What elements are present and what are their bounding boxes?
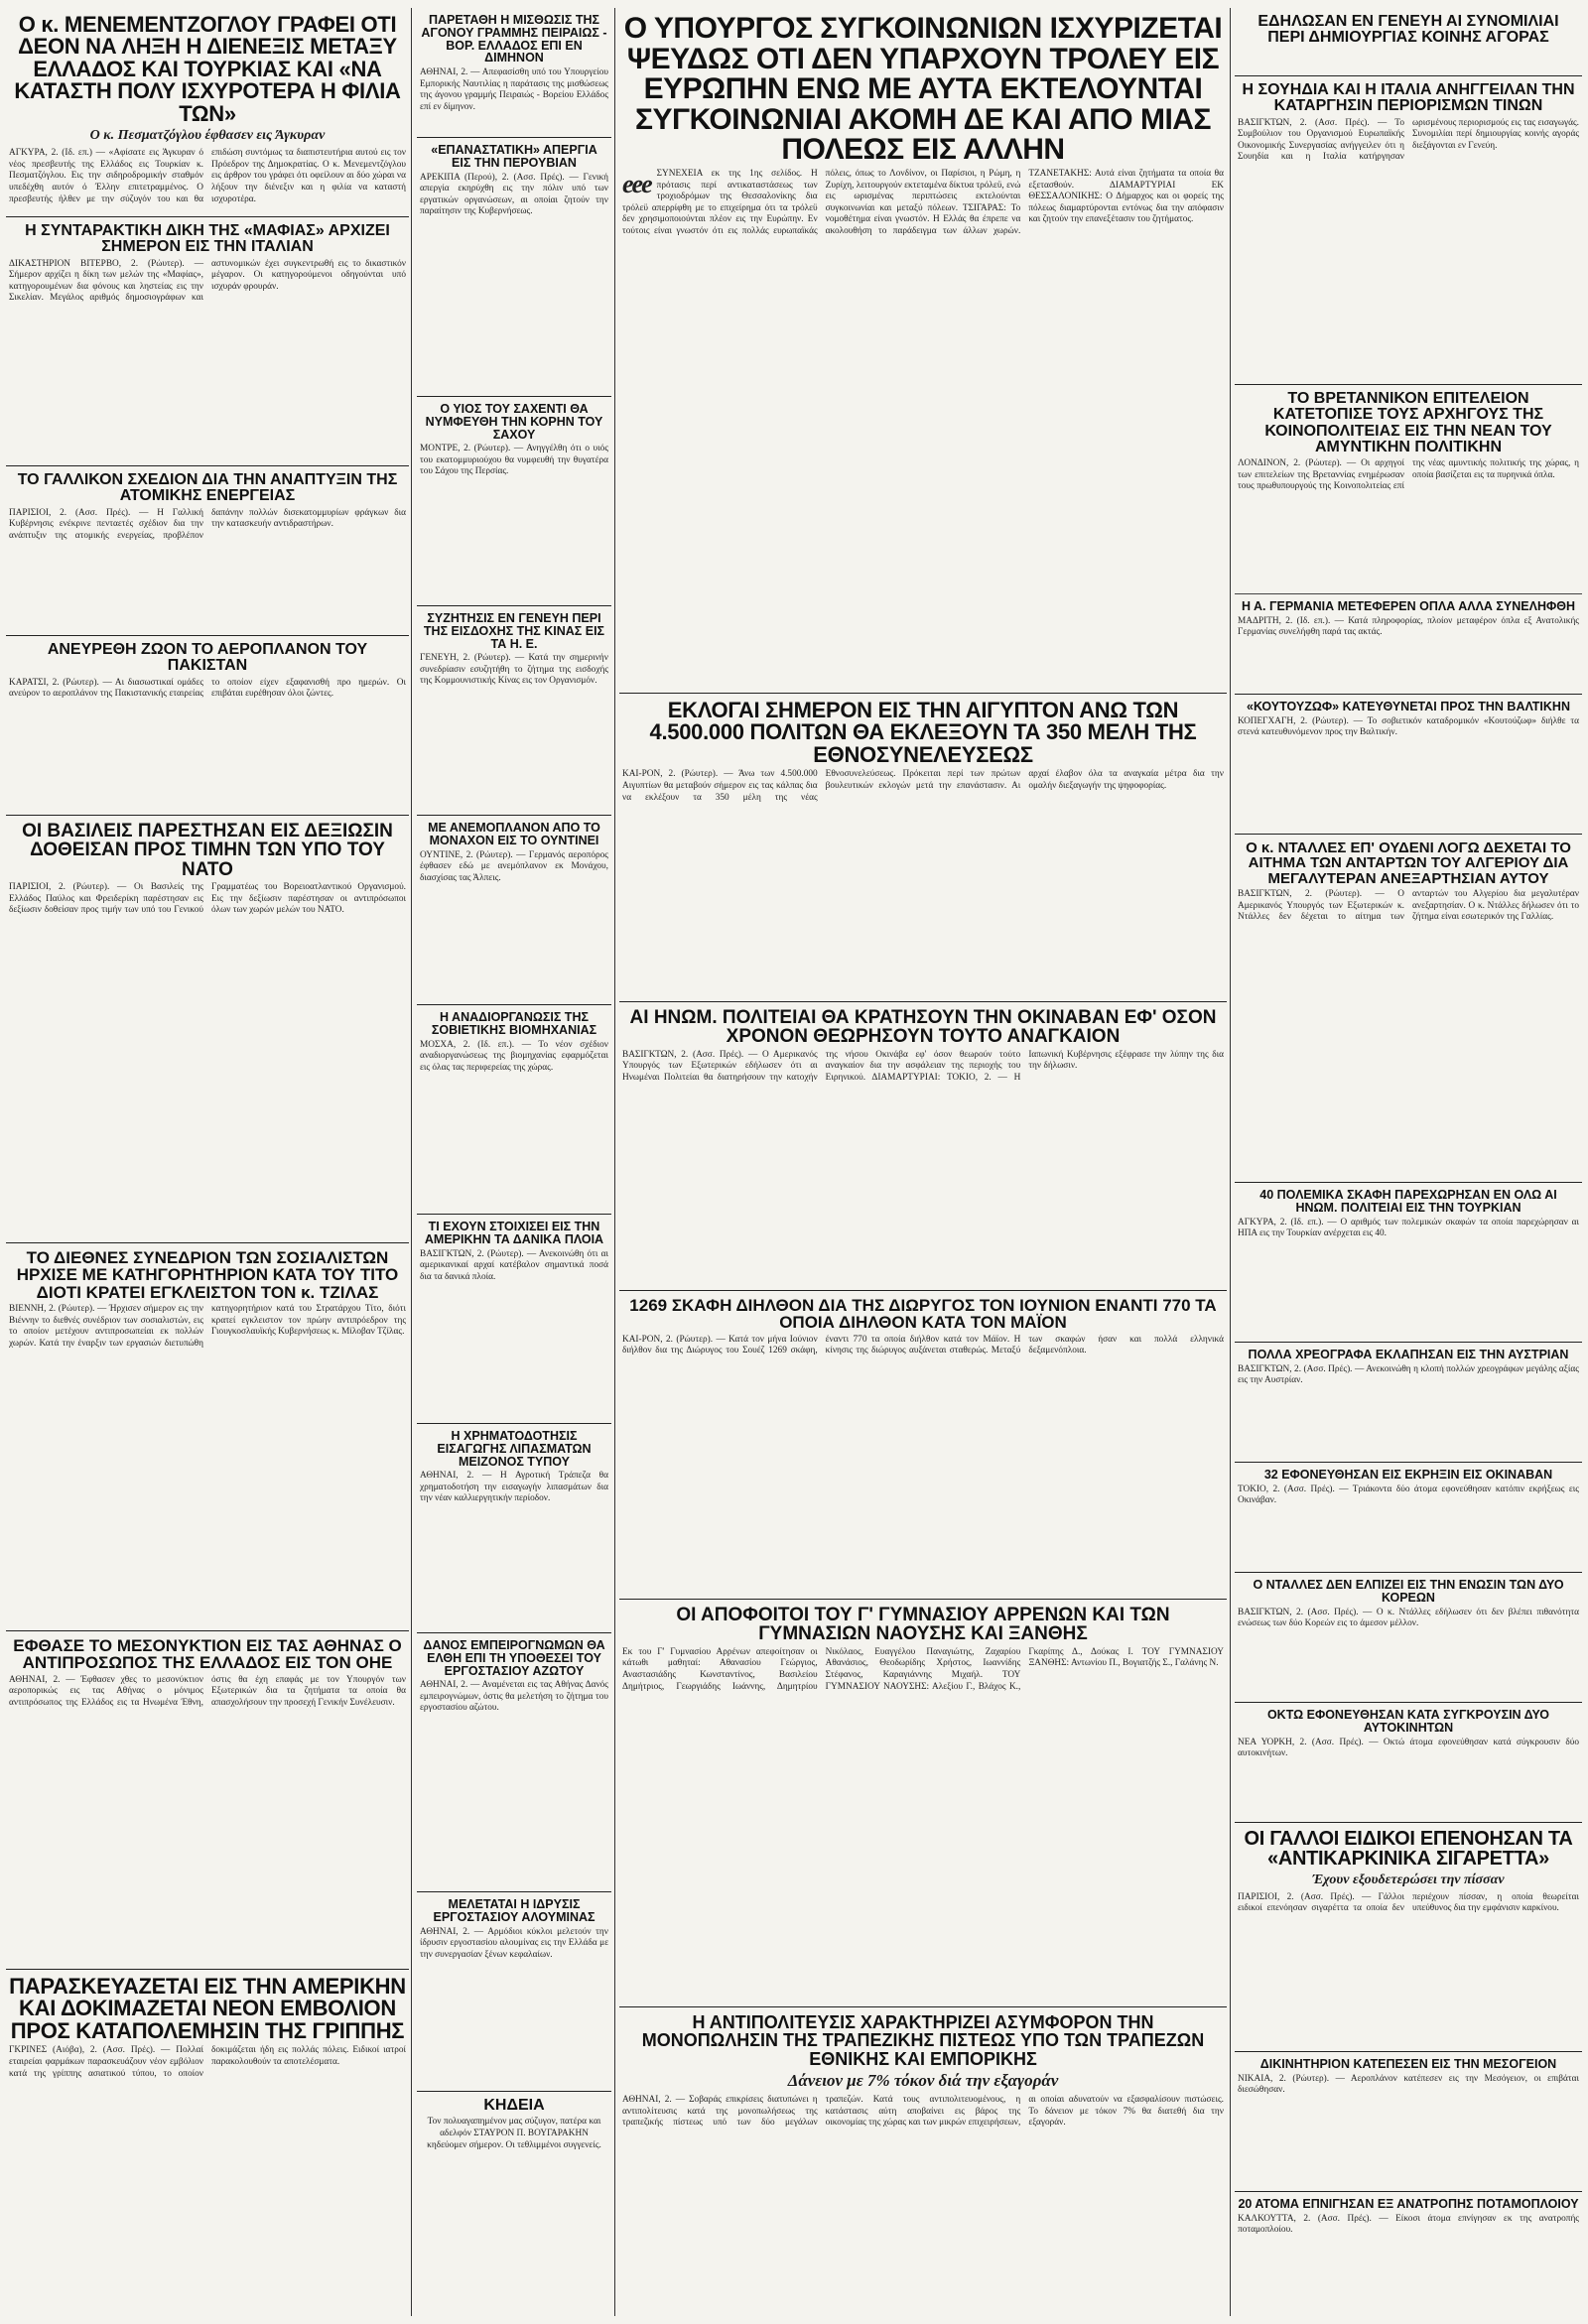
column-3 [619,8,1227,2316]
article-body [622,169,1224,685]
article-body: ΚΑΙ-ΡΟΝ, 2. (Ρώυτερ). — Κατά τον μήνα Ιούνιον διήλθον δια της Διώρυγος του Σουέζ 1269 σκάφη, έναντι 770 τα οποία διήλθον κατά τον Μάϊον. Η κίνησις της διώρυγος αυξάνεται σταθερώς. Μεταξύ των σκαφών ήσαν και πολλά ελληνικά δεξαμενόπλοια. [622,1334,1224,1356]
article-suez-canal [619,1291,1227,1600]
headline: «ΕΠΑΝΑΣΤΑΤΙΚΗ» ΑΠΕΡΓΙΑ ΕΙΣ ΤΗΝ ΠΕΡΟΥΒΙΑΝ [431,143,597,170]
article-china-un [417,606,611,816]
headline: ΔΑΝΟΣ ΕΜΠΕΙΡΟΓΝΩΜΩΝ ΘΑ ΕΛΘΗ ΕΠΙ ΤΗ ΥΠΟΘΕΣΕΙ ΤΟΥ ΕΡΓΟΣΤΑΣΙΟΥ ΑΖΩΤΟΥ [423,1638,605,1678]
article-body: ΑΘΗΝΑΙ, 2. — Αρμόδιοι κύκλοι μελετούν την ίδρυσιν εργοστασίου αλουμίνας εις την Ελλάδα με την συνεργασίαν ξένων κεφαλαίων. [420,1926,608,1960]
headline: Η ΑΝΤΙΠΟΛΙΤΕΥΣΙΣ ΧΑΡΑΚΤΗΡΙΖΕΙ ΑΣΥΜΦΟΡΟΝ ΤΗΝ ΜΟΝΟΠΩΛΗΣΙΝ ΤΗΣ ΤΡΑΠΕΖΙΚΗΣ ΠΙΣΤΕΩΣ ΥΠΟ ΤΩΝ ΤΡΑΠΕΖΩΝ ΕΘΝΙΚΗΣ ΚΑΙ ΕΜΠΟΡΙΚΗΣ [641,2012,1205,2069]
article-danish-ships [417,1215,611,1424]
article-flu-vaccine [6,1970,409,2316]
article-body: ΜΟΝΤΡΕ, 2. (Ρώυτερ). — Ανηγγέλθη ότι ο υιός του εκατομμυριούχου θα νυμφευθή την θυγατέρα του Σάχου της Περσίας. [420,444,608,477]
subheadline: Δάνειον με 7% τόκον διά την εξαγοράν [787,2071,1059,2091]
headline: «ΚΟΥΤΟΥΖΩΦ» ΚΑΤΕΥΘΥΝΕΤΑΙ ΠΡΟΣ ΤΗΝ ΒΑΛΤΙΚΗΝ [1247,700,1570,713]
article-body: ΠΑΡΙΣΙΟΙ, 2. (Ασσ. Πρές). — Γάλλοι ειδικοί επενόησαν σιγαρέττα τα οποία δεν περιέχουν πίσσαν, η οποία θεωρείται υπεύθυνος δια την εμφάνισιν καρκίνου. [1238,1891,1579,1914]
headline: ΕΦΘΑΣΕ ΤΟ ΜΕΣΟΝΥΚΤΙΟΝ ΕΙΣ ΤΑΣ ΑΘΗΝΑΣ Ο ΑΝΤΙΠΡΟΣΩΠΟΣ ΤΗΣ ΕΛΛΑΔΟΣ ΕΙΣ ΤΟΝ ΟΗΕ [13,1636,402,1673]
headline: 40 ΠΟΛΕΜΙΚΑ ΣΚΑΦΗ ΠΑΡΕΧΩΡΗΣΑΝ ΕΝ ΟΛΩ ΑΙ ΗΝΩΜ. ΠΟΛΙΤΕΙΑΙ ΕΙΣ ΤΗΝ ΤΟΥΡΚΙΑΝ [1259,1188,1557,1215]
headline: ΤΟ ΓΑΛΛΙΚΟΝ ΣΧΕΔΙΟΝ ΔΙΑ ΤΗΝ ΑΝΑΠΤΥΞΙΝ ΤΗΣ ΑΤΟΜΙΚΗΣ ΕΝΕΡΓΕΙΑΣ [17,471,398,505]
headline: 20 ΑΤΟΜΑ ΕΠΝΙΓΗΣΑΝ ΕΞ ΑΝΑΤΡΟΠΗΣ ΠΟΤΑΜΟΠΛΟΙΟΥ [1238,2197,1579,2211]
article-body: ΑΓΚΥΡΑ, 2. (Ιδ. επ.) — «Αφίσατε εις Άγκυραν ό νέος πρεσβευτής της Ελλάδος εις Τουρκίαν κ. Πεσματζόγλου. Εις την σιδηροδρομικήν σταθμόν υπεδέχθη αυτόν ό Έλλην επιτετραμμένος. Ο πρεσβευτής ήλθεν με την σύζυγόν του και θα επιδώση συντόμως τα διαπιστευτήρια αυτού εις τον Πρόεδρον της Δημοκρατίας. Ο κ. Μενεμεντζόγλου εις άρθρον του γράφει ότι οφείλουν αι δύο χώραι να λήξουν την διένεξιν και η φιλία να καταστή ισχυροτέρα. [9,148,406,204]
article-british-staff [1235,385,1582,594]
article-body: Τον πολυαγαπημένον μας σύζυγον, πατέρα και αδελφόν ΣΤΑΥΡΟΝ Π. ΒΟΥΓΑΡΑΚΗΝ κηδεύομεν σήμερον. Οι τεθλιμμένοι συγγενείς. [427,2117,601,2150]
article-car-crash [1235,1703,1582,1823]
article-text: ΣΥΝΕΧΕΙΑ εκ της 1ης σελίδος. Η πρότασις περί αντικαταστάσεως των τροχιοδρόμων της Θεσσαλονίκης δια τρόλεϋ απερρίφθη με το επιχείρημα ότι τα τρόλεϋ δεν χρησιμοποιούνται πλέον εις την Ευρώπην. Εν τούτοις είναι γνωστόν ότι εις πολλάς ευρωπαϊκάς πόλεις, όπως το Λονδίνον, οι Παρίσιοι, η Ρώμη, η Ζυρίχη, λειτουργούν εκτεταμένα δίκτυα τρόλεϋ, ενώ εις ωρισμένας περιπτώσεις εκτελούνται συγκοινωνίαι και μεταξύ πόλεων. ΤΣΙΓΑΡΑΣ: Το νομοθέτημα είναι γνωστόν. Η Ελλάς θα έπρεπε να ακολουθήση το παράδειγμα των άλλων χωρών. ΤΖΑΝΕΤΑΚΗΣ: Αυτά είναι ζητήματα τα οποία θα εξετασθούν. ΔΙΑΜΑΡΤΥΡΙΑΙ ΕΚ ΘΕΣΣΑΛΟΝΙΚΗΣ: Ο Δήμαρχος και οι φορείς της πόλεως διαμαρτύρονται εντόνως δια την απόφασιν και ζητούν την επανεξέτασιν του ζητήματος. [622,168,1224,237]
article-bank-credit [619,2007,1227,2316]
column-rule [614,8,615,2316]
headline: ΕΚΛΟΓΑΙ ΣΗΜΕΡΟΝ ΕΙΣ ΤΗΝ ΑΙΓΥΠΤΟΝ ΑΝΩ ΤΩΝ 4.500.000 ΠΟΛΙΤΩΝ ΘΑ ΕΚΛΕΞΟΥΝ ΤΑ 350 ΜΕΛΗ ΤΗΣ ΕΘΝΟΣΥΝΕΛΕΥΣΕΩΣ [649,698,1197,767]
article-body: ΑΘΗΝΑΙ, 2. — Έφθασεν χθες το μεσονύκτιον αεροπορικώς εις τας Αθήνας ο μόνιμος αντιπρόσωπος της Ελλάδος εις τα Ηνωμένα Έθνη, όστις θα έχη επαφάς με τον Υπουργόν των Εξωτερικών δια τα ζητήματα τα οποία θα απασχολήσουν την προσεχή Γενικήν Συνέλευσιν. [9,1674,406,1708]
article-korea [1235,1573,1582,1703]
headline: ΟΙ ΒΑΣΙΛΕΙΣ ΠΑΡΕΣΤΗΣΑΝ ΕΙΣ ΔΕΞΙΩΣΙΝ ΔΟΘΕΙΣΑΝ ΠΡΟΣ ΤΙΜΗΝ ΤΩΝ ΥΠΟ ΤΟΥ ΝΑΤΟ [22,821,393,880]
article-peru-strike [417,138,611,397]
article-okinawa [619,1002,1227,1291]
article-body: ΒΑΣΙΓΚΤΩΝ, 2. (Ασσ. Πρές). — Ο κ. Ντάλλες εδήλωσεν ότι δεν βλέπει πιθανότητα ενώσεως των δύο Κορεών εις το άμεσον μέλλον. [1238,1607,1579,1629]
subheadline: Έχουν εξουδετερώσει την πίσσαν [1312,1872,1505,1887]
article-plane-mediterranean [1235,2052,1582,2192]
article-warships-turkey [1235,1183,1582,1343]
headline: Η Α. ΓΕΡΜΑΝΙΑ ΜΕΤΕΦΕΡΕΝ ΟΠΛΑ ΑΛΛΑ ΣΥΝΕΛΗΦΘΗ [1241,599,1576,613]
article-body: ΚΑΡΑΤΣΙ, 2. (Ρώυτερ). — Αι διασωστικαί ομάδες ανεύρον το αεροπλάνον της Πακιστανικής εταιρείας το οποίον είχεν εξαφανισθή προ ημερών. Οι επιβάται ευρέθησαν όλοι ζώντες. [9,677,406,700]
article-socialist-congress [6,1243,409,1631]
article-graduates [619,1600,1227,2007]
headline: ΕΔΗΛΩΣΑΝ ΕΝ ΓΕΝΕΥΗ ΑΙ ΣΥΝΟΜΙΛΙΑΙ ΠΕΡΙ ΔΗΜΙΟΥΡΓΙΑΣ ΚΟΙΝΗΣ ΑΓΟΡΑΣ [1257,13,1559,47]
article-un-representative [6,1631,409,1970]
headline: 32 ΕΦΟΝΕΥΘΗΣΑΝ ΕΙΣ ΕΚΡΗΞΙΝ ΕΙΣ ΟΚΙΝΑΒΑΝ [1263,1468,1553,1482]
article-ship-line [417,8,611,138]
article-pakistan-plane [6,636,409,816]
article-body: ΚΟΠΕΓΧΑΓΗ, 2. (Ρώυτερ). — Το σοβιετικόν καταδρομικόν «Κουτούζωφ» διήλθε τα στενά κατευθυνόμενον προς την Βαλτικήν. [1238,715,1579,738]
headline: ΜΕ ΑΝΕΜΟΠΛΑΝΟΝ ΑΠΟ ΤΟ ΜΟΝΑΧΟΝ ΕΙΣ ΤΟ ΟΥΝΤΙΝΕΙ [428,821,600,847]
article-mafia-trial [6,217,409,466]
headline: Ο ΝΤΑΛΛΕΣ ΔΕΝ ΕΛΠΙΖΕΙ ΕΙΣ ΤΗΝ ΕΝΩΣΙΝ ΤΩΝ ΔΥΟ ΚΟΡΕΩΝ [1253,1578,1564,1605]
headline: ΤΙ ΕΧΟΥΝ ΣΤΟΙΧΙΣΕΙ ΕΙΣ ΤΗΝ ΑΜΕΡΙΚΗΝ ΤΑ ΔΑΝΙΚΑ ΠΛΟΙΑ [424,1220,604,1246]
article-body: ΓΚΡΙΝΕΣ (Αιόβα), 2. (Ασσ. Πρές). — Πολλαί εταιρείαι φαρμάκων παρασκευάζουν νέον εμβόλιον κατά της γρίππης ασιατικού τύπου, το οποίον δοκιμάζεται ήδη εις πολλάς πόλεις. Ειδικοί ιατροί παρακολουθούν τα αποτελέσματα. [9,2045,406,2079]
article-riverboat [1235,2192,1582,2316]
article-body: ΚΑΛΚΟΥΤΤΑ, 2. (Ασσ. Πρές). — Είκοσι άτομα επνίγησαν εκ της ανατροπής ποταμοπλοίου. [1238,2213,1579,2236]
headline: Η ΑΝΑΔΙΟΡΓΑΝΩΣΙΣ ΤΗΣ ΣΟΒΙΕΤΙΚΗΣ ΒΙΟΜΗΧΑΝΙΑΣ [431,1010,597,1037]
column-rule [411,8,412,2316]
headline: ΠΑΡΕΤΑΘΗ Η ΜΙΣΘΩΣΙΣ ΤΗΣ ΑΓΟΝΟΥ ΓΡΑΜΜΗΣ ΠΕΙΡΑΙΩΣ - ΒΟΡ. ΕΛΛΑΔΟΣ ΕΠΙ ΕΝ ΔΙΜΗΝΟΝ [421,13,607,65]
article-body: ΚΑΙ-ΡΟΝ, 2. (Ρώυτερ). — Άνω των 4.500.000 Αιγυπτίων θα μεταβούν σήμερον εις τας κάλπας δια να εκλέξουν τα 350 μέλη της νέας Εθνοσυνελεύσεως. Πρόκειται περί των πρώτων βουλευτικών εκλογών μετά την επανάστασιν. Αι αρχαί έλαβον όλα τα αναγκαία μέτρα δια την ομαλήν διεξαγωγήν της ψηφοφορίας. [622,769,1224,803]
article-body: ΤΟΚΙΟ, 2. (Ασσ. Πρές). — Τριάκοντα δύο άτομα εφονεύθησαν κατόπιν εκρήξεως εις Οκινάβαν. [1238,1484,1579,1506]
headline: ΜΕΛΕΤΑΤΑΙ Η ΙΔΡΥΣΙΣ ΕΡΓΟΣΤΑΣΙΟΥ ΑΛΟΥΜΙΝΑΣ [433,1897,596,1924]
headline: Η ΣΟΥΗΔΙΑ ΚΑΙ Η ΙΤΑΛΙΑ ΑΝΗΓΓΕΙΛΑΝ ΤΗΝ ΚΑΤΑΡΓΗΣΙΝ ΠΕΡΙΟΡΙΣΜΩΝ ΤΙΝΩΝ [1242,81,1575,115]
newspaper-logo: eee [622,169,651,198]
article-body: ΔΙΚΑΣΤΗΡΙΟΝ ΒΙΤΕΡΒΟ, 2. (Ρώυτερ). — Σήμερον αρχίζει η δίκη των μελών της «Μαφίας», κατηγορουμένων δια φόνους και ληστείας εις την Σικελίαν. Μεγάλος αριθμός δημοσιογράφων και αστυνομικών έχει συγκεντρωθή εις το δικαστικόν μέγαρον. Οι κατηγορούμενοι οδηγούνται υπό ισχυράν φρουράν. [9,258,406,304]
headline: Ο ΥΙΟΣ ΤΟΥ ΣΑΧΕΝΤΙ ΘΑ ΝΥΜΦΕΥΘΗ ΤΗΝ ΚΟΡΗΝ ΤΟΥ ΣΑΧΟΥ [425,402,603,442]
article-body: ΜΟΣΧΑ, 2. (Ιδ. επ.). — Το νέον σχέδιον αναδιοργανώσεως της βιομηχανίας εφαρμόζεται εις όλας τας περιφερείας της χώρας. [420,1039,608,1073]
article-austria-securities [1235,1343,1582,1463]
headline: Η ΣΥΝΤΑΡΑΚΤΙΚΗ ΔΙΚΗ ΤΗΣ «ΜΑΦΙΑΣ» ΑΡΧΙΖΕΙ ΣΗΜΕΡΟΝ ΕΙΣ ΤΗΝ ΙΤΑΛΙΑΝ [25,222,390,256]
article-soviet-industry [417,1005,611,1215]
article-body: ΟΥΝΤΙΝΕ, 2. (Ρώυτερ). — Γερμανός αεροπόρος έφθασεν εδώ με ανεμόπλανον εκ Μονάχου, διασχίσας τας Άλπεις. [420,849,608,883]
article-egypt-elections [619,694,1227,1002]
article-body: ΒΙΕΝΝΗ, 2. (Ρώυτερ). — Ήρχισεν σήμερον εις την Βιέννην το διεθνές συνέδριον των σοσιαλιστών, εις το οποίον μετέχουν αντιπροσωπείαι εκ πολλών χωρών. Κατά την έναρξιν των εργασιών διετυπώθη κατηγορητήριον κατά του Στρατάρχου Τίτο, διότι κρατεί εγκλειστον τον πρώην αντιπρόεδρον της Γιουγκοσλαυϊκής Κυβερνήσεως κ. Μίλοβαν Τζίλας. [9,1303,406,1349]
column-1 [6,8,409,2316]
article-body: ΠΑΡΙΣΙΟΙ, 2. (Ρώυτερ). — Οι Βασιλείς της Ελλάδος Παύλος και Φρειδερίκη παρέστησαν εις δεξίωσιν δοθείσαν προς τιμήν των υπό του Γενικού Γραμματέως του Βορειοατλαντικού Οργανισμού. Εις την δεξίωσιν παρέστησαν οι αντιπρόσωποι όλων των χωρών μελών του ΝΑΤΟ. [9,882,406,916]
article-common-market [1235,8,1582,76]
column-rule [1230,8,1231,2316]
column-2 [417,8,611,2316]
headline: Η ΧΡΗΜΑΤΟΔΟΤΗΣΙΣ ΕΙΣΑΓΩΓΗΣ ΛΙΠΑΣΜΑΤΩΝ ΜΕΙΖΟΝΟΣ ΤΥΠΟΥ [437,1429,592,1469]
article-body: ΒΑΣΙΓΚΤΩΝ, 2. (Ρώυτερ). — Ανεκοινώθη ότι αι αμερικανικαί αρχαί κατέβαλον σημαντικά ποσά δια τα δανικά πλοία. [420,1248,608,1282]
article-trolley-lead [619,8,1227,694]
article-body: ΛΟΝΔΙΝΟΝ, 2. (Ρώυτερ). — Οι αρχηγοί των επιτελείων της Βρεταννίας ενημέρωσαν τους πρωθυπουργούς της Κοινοπολιτείας επί της νέας αμυντικής πολιτικής της χώρας, η οποία βασίζεται εις τα πυρηνικά όπλα. [1238,458,1579,492]
article-body: ΠΑΡΙΣΙΟΙ, 2. (Ασσ. Πρές). — Η Γαλλική Κυβέρνησις ενέκρινε πενταετές σχέδιον δια την ανάπτυξιν της ατομικής ενεργείας, προβλέπον δαπάνην πολλών δισεκατομμυρίων φράγκων δια την κατασκευήν αντιδραστήρων. [9,507,406,541]
article-body: ΑΘΗΝΑΙ, 2. — Αναμένεται εις τας Αθήνας Δανός εμπειρογνώμων, όστις θα μελετήση το ζήτημα του εργοστασίου αζώτου. [420,1680,608,1714]
subheadline: Ο κ. Πεσματζόγλου έφθασεν εις Άγκυραν [89,128,326,144]
headline: ΟΚΤΩ ΕΦΟΝΕΥΘΗΣΑΝ ΚΑΤΑ ΣΥΓΚΡΟΥΣΙΝ ΔΥΟ ΑΥΤΟΚΙΝΗΤΩΝ [1266,1708,1550,1735]
article-anti-cancer-cigarettes [1235,1823,1582,2052]
column-4 [1235,8,1582,2316]
article-body: ΝΕΑ ΥΟΡΚΗ, 2. (Ασσ. Πρές). — Οκτώ άτομα εφονεύθησαν κατά σύγκρουσιν δύο αυτοκινήτων. [1238,1737,1579,1759]
article-menementzoglou [6,8,409,217]
article-alumina [417,1892,611,2092]
article-sweden-italy [1235,76,1582,385]
headline: Ο κ. ΝΤΑΛΛΕΣ ΕΠ' ΟΥΔΕΝΙ ΛΟΓΩ ΔΕΧΕΤΑΙ ΤΟ ΑΙΤΗΜΑ ΤΩΝ ΑΝΤΑΡΤΩΝ ΤΟΥ ΑΛΓΕΡΙΟΥ ΔΙΑ ΜΕΓΑΛΥΤΕΡΑΝ ΑΝΕΞΑΡΤΗΣΙΑΝ ΑΥΤΟΥ [1246,839,1571,887]
headline: ΤΟ ΒΡΕΤΑΝΝΙΚΟΝ ΕΠΙΤΕΛΕΙΟΝ ΚΑΤΕΤΟΠΙΣΕ ΤΟΥΣ ΑΡΧΗΓΟΥΣ ΤΗΣ ΚΟΙΝΟΠΟΛΙΤΕΙΑΣ ΕΙΣ ΤΗΝ ΝΕΑΝ ΤΟΥ ΑΜΥΝΤΙΚΗΝ ΠΟΛΙΤΙΚΗΝ [1264,390,1552,455]
article-nitrogen-factory [417,1633,611,1892]
article-east-germany-arms [1235,594,1582,695]
article-body: ΒΑΣΙΓΚΤΩΝ, 2. (Ασσ. Πρές). — Το Συμβούλιον του Οργανισμού Ευρωπαϊκής Οικονομικής Συνεργασίας ανήγγειλεν ότι η Σουηδία και η Ιταλία κατήργησαν ωρισμένους περιορισμούς εις τας εισαγωγάς. Συνομιλίαι περί δημιουργίας κοινής αγοράς διεξάγονται εν Γενεύη. [1238,117,1579,163]
article-glider [417,816,611,1005]
article-body: ΑΡΕΚΙΠΑ (Περού), 2. (Ασσ. Πρές). — Γενική απεργία εκηρύχθη εις την πόλιν υπό των εργατικών οργανώσεων, αι οποίαι ζητούν την παραίτησιν της Κυβερνήσεως. [420,172,608,217]
headline: ΟΙ ΑΠΟΦΟΙΤΟΙ ΤΟΥ Γ' ΓΥΜΝΑΣΙΟΥ ΑΡΡΕΝΩΝ ΚΑΙ ΤΩΝ ΓΥΜΝΑΣΙΩΝ ΝΑΟΥΣΗΣ ΚΑΙ ΞΑΝΘΗΣ [676,1605,1170,1645]
article-funeral-notice [417,2092,611,2300]
headline: 1269 ΣΚΑΦΗ ΔΙΗΛΘΟΝ ΔΙΑ ΤΗΣ ΔΙΩΡΥΓΟΣ ΤΟΝ ΙΟΥΝΙΟΝ ΕΝΑΝΤΙ 770 ΤΑ ΟΠΟΙΑ ΔΙΗΛΘΟΝ ΚΑΤΑ ΤΟΝ ΜΑΪΟΝ [629,1296,1217,1333]
article-kutuzov [1235,695,1582,835]
article-body: ΝΙΚΑΙΑ, 2. (Ρώυτερ). — Αεροπλάνον κατέπεσεν εις την Μεσόγειον, οι επιβάται διεσώθησαν. [1238,2073,1579,2096]
headline: ΤΟ ΔΙΕΘΝΕΣ ΣΥΝΕΔΡΙΟΝ ΤΩΝ ΣΟΣΙΑΛΙΣΤΩΝ ΗΡΧΙΣΕ ΜΕ ΚΑΤΗΓΟΡΗΤΗΡΙΟΝ ΚΑΤΑ ΤΟΥ ΤΙΤΟ ΔΙΟΤΙ ΚΡΑΤΕΙ ΕΓΚΛΕΙΣΤΟΝ ΤΟΝ κ. ΤΖΙΛΑΣ [16,1248,399,1302]
article-body: ΜΑΔΡΙΤΗ, 2. (Ιδ. επ.). — Κατά πληροφορίας, πλοίον μεταφέρον όπλα εξ Ανατολικής Γερμανίας συνελήφθη παρά τας ακτάς. [1238,615,1579,638]
headline: ΣΥΖΗΤΗΣΙΣ ΕΝ ΓΕΝΕΥΗ ΠΕΡΙ ΤΗΣ ΕΙΣΔΟΧΗΣ ΤΗΣ ΚΙΝΑΣ ΕΙΣ ΤΑ Η. Ε. [423,611,605,651]
article-kings-reception [6,816,409,1243]
article-body: Εκ του Γ' Γυμνασίου Αρρένων απεφοίτησαν οι κάτωθι μαθηταί: Αθανασίου Γεώργιος, Αναστασιάδης Κωνσταντίνος, Βασιλείου Δημήτριος, Γεωργιάδης Ιωάννης, Δημητρίου Νικόλαος, Ευαγγέλου Παναγιώτης, Ζαχαρίου Αθανάσιος, Θεοδωρίδης Χρήστος, Ιωαννίδης Στέφανος, Καραγιάννης Μιχαήλ. ΤΟΥ ΓΥΜΝΑΣΙΟΥ ΝΑΟΥΣΗΣ: Αλεξίου Γ., Βλάχος Κ., Γκαρίπης Δ., Δούκας Ι. ΤΟΥ ΓΥΜΝΑΣΙΟΥ ΞΑΝΘΗΣ: Αντωνίου Π., Βογιατζής Σ., Γαλάνης Ν. [622,1646,1224,1692]
article-body: ΒΑΣΙΓΚΤΩΝ, 2. (Ασσ. Πρές). — Ανεκοινώθη η κλοπή πολλών χρεογράφων μεγάλης αξίας εις την Αυστρίαν. [1238,1363,1579,1386]
headline: Ο ΥΠΟΥΡΓΟΣ ΣΥΓΚΟΙΝΩΝΙΩΝ ΙΣΧΥΡΙΖΕΤΑΙ ΨΕΥΔΩΣ ΟΤΙ ΔΕΝ ΥΠΑΡΧΟΥΝ ΤΡΟΛΕΥ ΕΙΣ ΕΥΡΩΠΗΝ ΕΝΩ ΜΕ ΑΥΤΑ ΕΚΤΕΛΟΥΝΤΑΙ ΣΥΓΚΟΙΝΩΝΙΑΙ ΑΚΟΜΗ ΔΕ ΚΑΙ ΑΠΟ ΜΙΑΣ ΠΟΛΕΩΣ ΕΙΣ ΑΛΛΗΝ [623,12,1223,167]
headline: ΠΟΛΛΑ ΧΡΕΟΓΡΑΦΑ ΕΚΛΑΠΗΣΑΝ ΕΙΣ ΤΗΝ ΑΥΣΤΡΙΑΝ [1248,1348,1569,1361]
article-body: ΑΘΗΝΑΙ, 2. — Σοβαράς επικρίσεις διατυπώνει η αντιπολίτευσις κατά της μονοπωλήσεως της τραπεζικής πίστεως υπό των δύο μεγάλων τραπεζών. Κατά τους αντιπολιτευομένους, η κατάστασις αύτη αποβαίνει εις βάρος της οικονομίας της χώρας και των μικρών επιχειρήσεων, αι οποίαι αδυνατούν να εξασφαλίσουν πιστώσεις. Το δάνειον με τόκον 7% θα διατεθή δια την εξαγοράν. [622,2095,1224,2129]
headline: Ο κ. ΜΕΝΕΜΕΝΤΖΟΓΛΟΥ ΓΡΑΦΕΙ ΟΤΙ ΔΕΟΝ ΝΑ ΛΗΞΗ Η ΔΙΕΝΕΞΙΣ ΜΕΤΑΞΥ ΕΛΛΑΔΟΣ ΚΑΙ ΤΟΥΡΚΙΑΣ ΚΑΙ «ΝΑ ΚΑΤΑΣΤΗ ΠΟΛΥ ΙΣΧΥΡΟΤΕΡΑ Η ΦΙΛΙΑ ΤΩΝ» [14,12,401,126]
article-body: ΓΕΝΕΥΗ, 2. (Ρώυτερ). — Κατά την σημερινήν συνεδρίασιν εσυζητήθη το ζήτημα της εισδοχής της Κομμουνιστικής Κίνας εις τον Οργανισμόν. [420,653,608,687]
article-shah-daughter [417,397,611,606]
article-body: ΒΑΣΙΓΚΤΩΝ, 2. (Ρώυτερ). — Ο Αμερικανός Υπουργός των Εξωτερικών κ. Ντάλλες δεν δέχεται το αίτημα των ανταρτών του Αλγερίου δια μεγαλυτέραν ανεξαρτησίαν. Ο κ. Ντάλλες δήλωσεν ότι το ζήτημα είναι εσωτερικόν της Γαλλίας. [1238,888,1579,923]
headline: ΟΙ ΓΑΛΛΟΙ ΕΙΔΙΚΟΙ ΕΠΕΝΟΗΣΑΝ ΤΑ «ΑΝΤΙΚΑΡΚΙΝΙΚΑ ΣΙΓΑΡΕΤΤΑ» [1244,1828,1573,1871]
article-okinawa-explosion [1235,1463,1582,1573]
headline: ΑΝΕΥΡΕΘΗ ΖΩΟΝ ΤΟ ΑΕΡΟΠΛΑΝΟΝ ΤΟΥ ΠΑΚΙΣΤΑΝ [47,641,368,675]
headline: ΚΗΔΕΙΑ [483,2097,545,2114]
headline: ΠΑΡΑΣΚΕΥΑΖΕΤΑΙ ΕΙΣ ΤΗΝ ΑΜΕΡΙΚΗΝ ΚΑΙ ΔΟΚΙΜΑΖΕΤΑΙ ΝΕΟΝ ΕΜΒΟΛΙΟΝ ΠΡΟΣ ΚΑΤΑΠΟΛΕΜΗΣΙΝ ΤΗΣ ΓΡΙΠΠΗΣ [9,1974,406,2043]
headline: ΑΙ ΗΝΩΜ. ΠΟΛΙΤΕΙΑΙ ΘΑ ΚΡΑΤΗΣΟΥΝ ΤΗΝ ΟΚΙΝΑΒΑΝ ΕΦ' ΟΣΟΝ ΧΡΟΝΟΝ ΘΕΩΡΗΣΟΥΝ ΤΟΥΤΟ ΑΝΑΓΚΑΙΟΝ [629,1007,1217,1048]
article-fertilizers [417,1424,611,1633]
article-body: ΒΑΣΙΓΚΤΩΝ, 2. (Ασσ. Πρές). — Ο Αμερικανός Υπουργός των Εξωτερικών εδήλωσεν ότι αι Ηνωμέναι Πολιτείαι θα διατηρήσουν την κατοχήν της νήσου Οκινάβα εφ' όσον θεωρούν τούτο αναγκαίον δια την ασφάλειαν της περιοχής του Ειρηνικού. ΔΙΑΜΑΡΤΥΡΙΑΙ: ΤΟΚΙΟ, 2. — Η Ιαπωνική Κυβέρνησις εξέφρασε την λύπην της δια την δήλωσιν. [622,1049,1224,1083]
article-dulles-algeria [1235,835,1582,1183]
article-french-atomic-plan [6,466,409,636]
article-body: ΑΘΗΝΑΙ, 2. — Απεφασίσθη υπό του Υπουργείου Εμπορικής Ναυτιλίας η παράτασις της μισθώσεως της άγονου γραμμής Πειραιώς - Βορείου Ελλάδος επί εν δίμηνον. [420,67,608,112]
headline: ΔΙΚΙΝΗΤΗΡΙΟΝ ΚΑΤΕΠΕΣΕΝ ΕΙΣ ΤΗΝ ΜΕΣΟΓΕΙΟΝ [1259,2057,1557,2071]
article-body: ΑΘΗΝΑΙ, 2. — Η Αγροτική Τράπεζα θα χρηματοδοτήση την εισαγωγήν λιπασμάτων δια την νέαν καλλιεργητικήν περίοδον. [420,1471,608,1504]
article-body: ΑΓΚΥΡΑ, 2. (Ιδ. επ.). — Ο αριθμός των πολεμικών σκαφών τα οποία παρεχώρησαν αι ΗΠΑ εις την Τουρκίαν ανέρχεται εις 40. [1238,1217,1579,1239]
